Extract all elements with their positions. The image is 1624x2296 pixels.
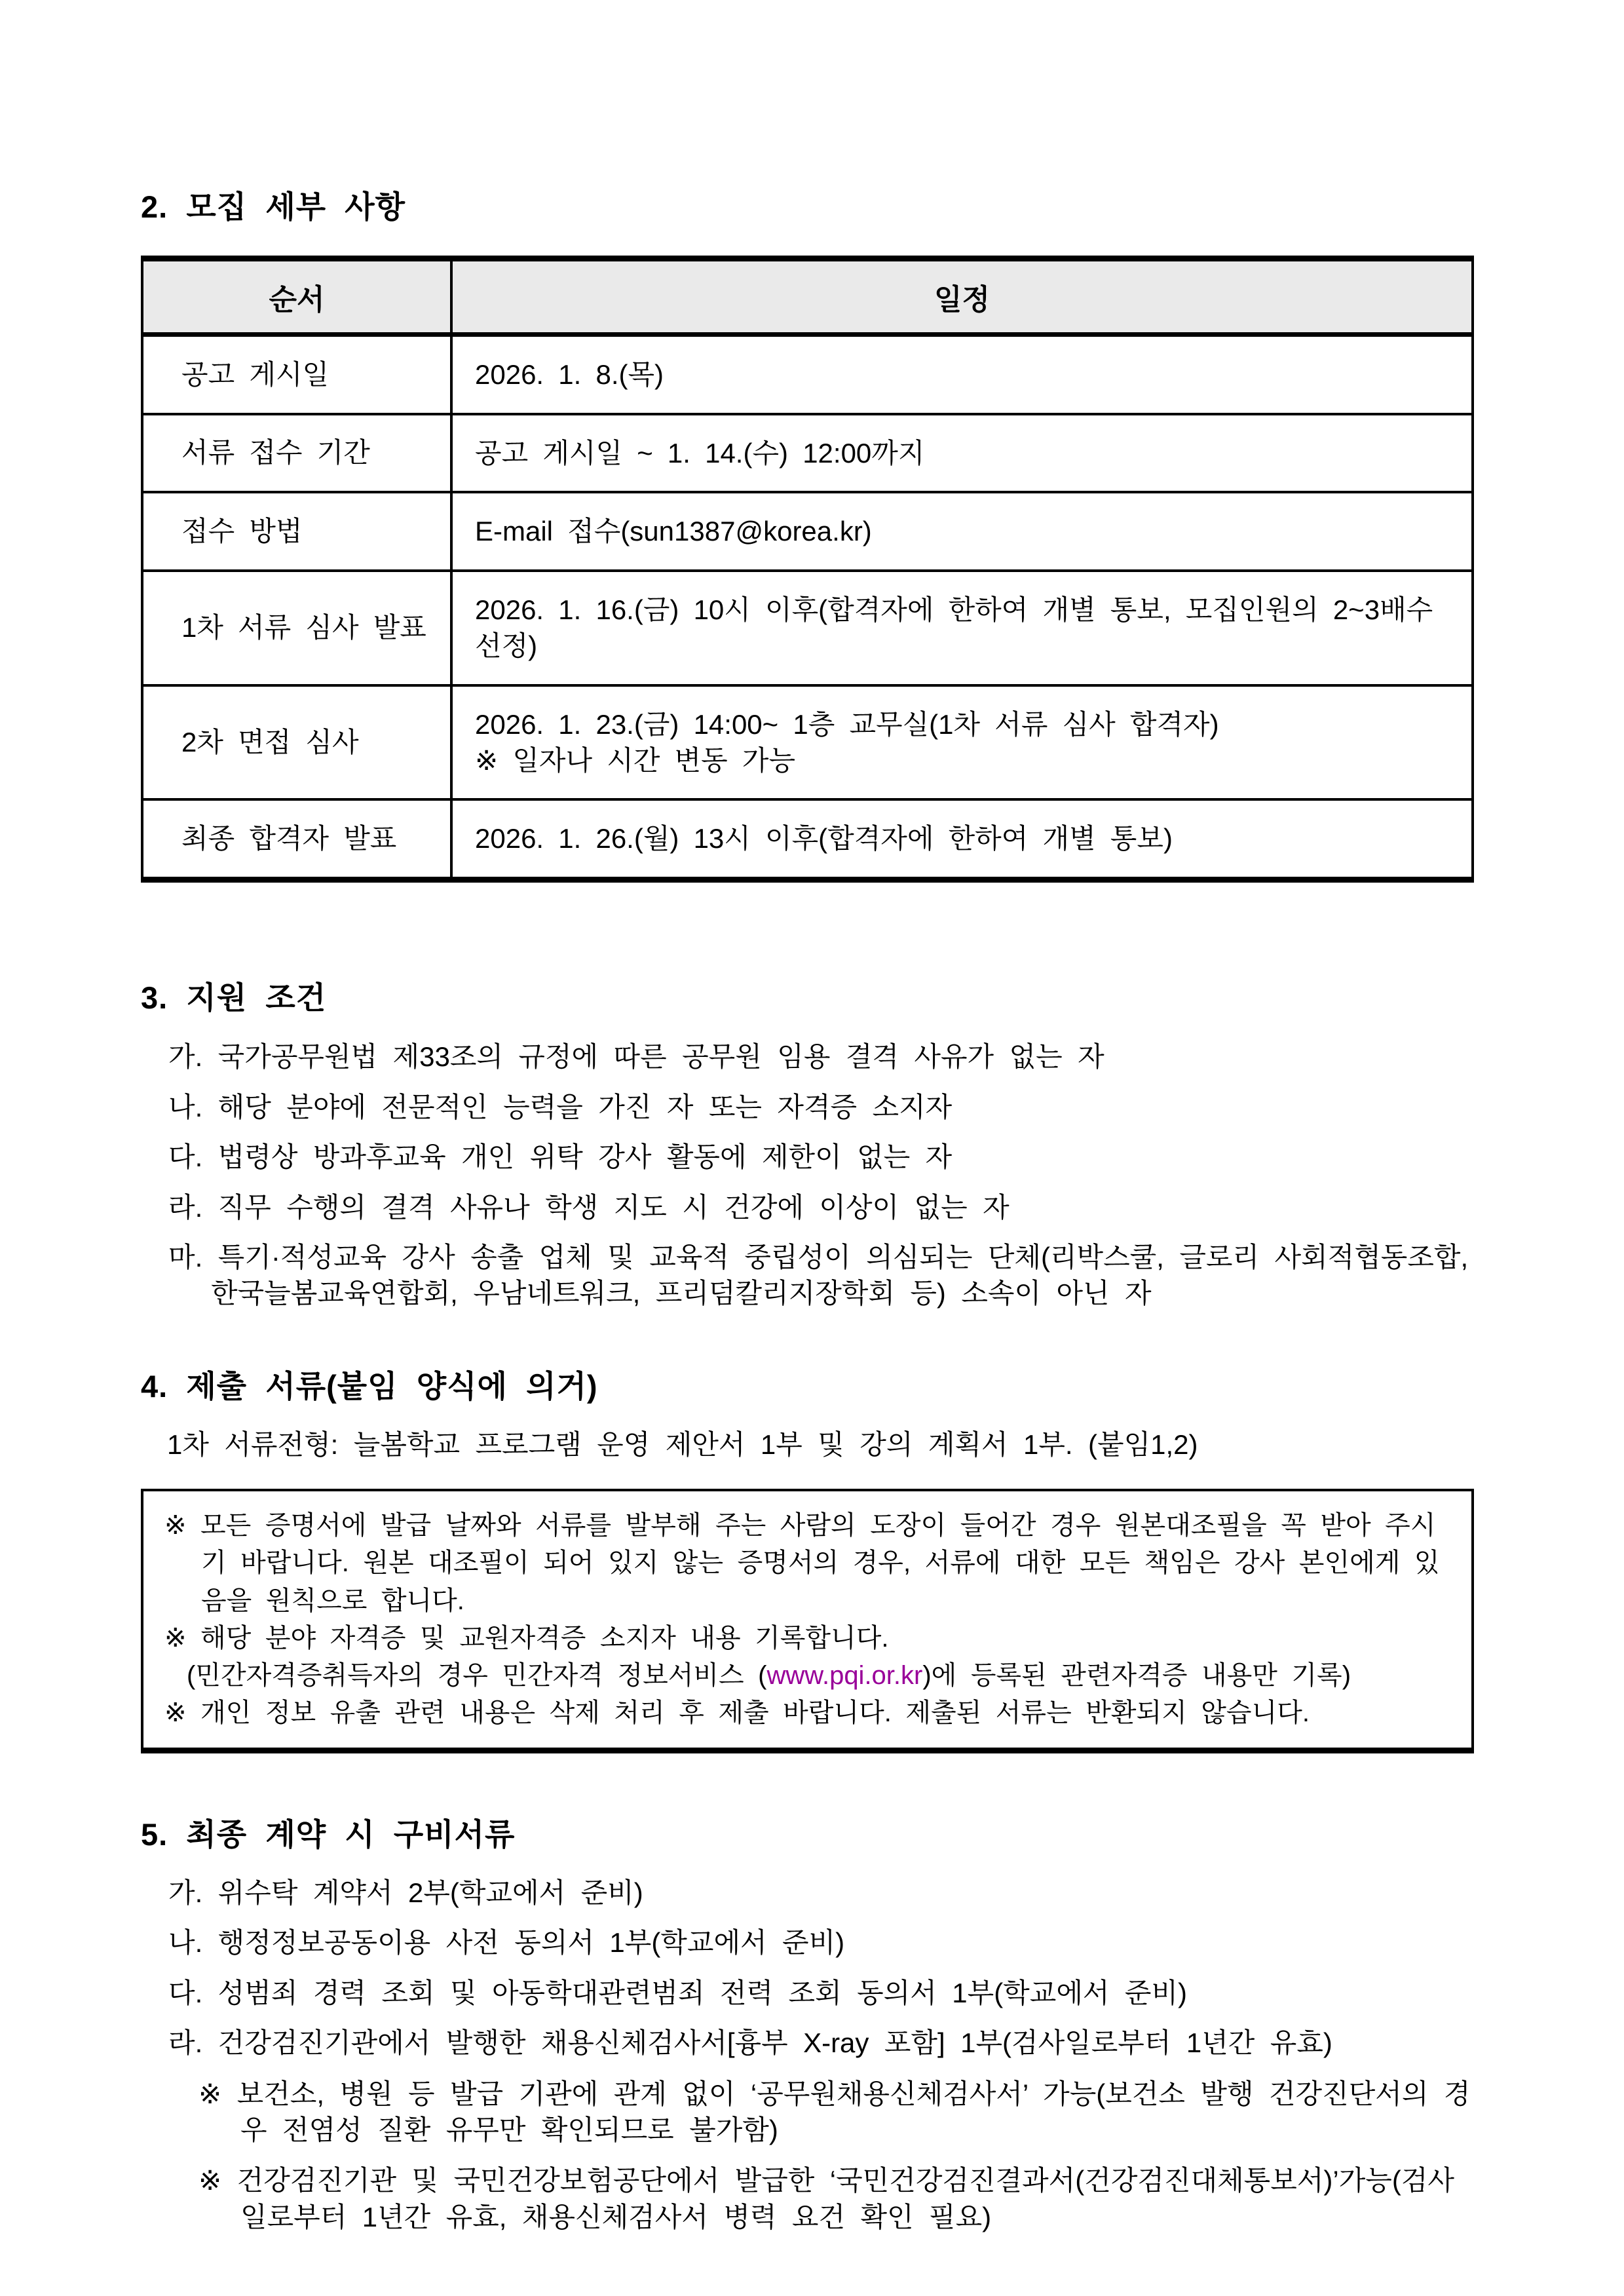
row-label: 1차 서류 심사 발표	[142, 571, 451, 685]
table-row	[142, 685, 1473, 800]
list-item: 다. 성범죄 경력 조회 및 아동학대관련범죄 전력 조회 동의서 1부(학교에서 준비)	[168, 1977, 1188, 2008]
note-box-line: ※ 모든 증명서에 발급 날짜와 서류를 발부해 주는 사람의 도장이 들어간 경우 원본대조필을 꼭 받아 주시기 바랍니다. 원본 대조필이 되어 있지 않는 증명서의 경우, 서류에 대한 모든 책임은 강사 본인에게 있음을 원칙으로 합니다.	[164, 1511, 1440, 1615]
list-sub-note: ※ 건강검진기관 및 국민건강보험공단에서 발급한 ‘국민건강검진결과서(건강검진대체통보서)’가능(검사일로부터 1년간 유효, 채용신체검사서 병력 요건 확인 필요)	[198, 2165, 1454, 2232]
list-item: 다. 법령상 방과후교육 개인 위탁 강사 활동에 제한이 없는 자	[168, 1141, 953, 1173]
section4	[141, 1368, 1474, 1754]
row-label: 공고 게시일	[142, 335, 451, 414]
section5-items	[141, 1875, 1474, 2236]
note-box-line: ※ 개인 정보 유출 관련 내용은 삭제 처리 후 제출 바랍니다. 제출된 서류는 반환되지 않습니다.	[164, 1698, 1310, 1728]
section5	[141, 1816, 1474, 2235]
table-row	[142, 571, 1473, 685]
list-item: 마. 특기·적성교육 강사 송출 업체 및 교육적 중립성이 의심되는 단체(리박스쿨, 글로리 사회적협동조합, 한국늘봄교육연합회, 우남네트워크, 프리덤칼리지장학회 등) 소속이 아닌 자	[168, 1242, 1469, 1309]
section4-title: 4. 제출 서류(붙임 양식에 의거)	[141, 1368, 598, 1404]
document-content	[141, 189, 1474, 2235]
row-label: 최종 합격자 발표	[142, 799, 451, 879]
row-value: 2026. 1. 8.(목)	[451, 335, 1473, 414]
table-header-row	[142, 259, 1473, 335]
row-value-line: 2026. 1. 23.(금) 14:00~ 1층 교무실(1차 서류 심사 합격자)	[475, 708, 1219, 740]
row-value: 2026. 1. 26.(월) 13시 이후(합격자에 한하여 개별 통보)	[451, 799, 1473, 879]
note-box-line	[164, 1657, 1453, 1694]
table-row	[142, 799, 1473, 879]
note-box	[141, 1489, 1474, 1753]
list-item: 라. 직무 수행의 결격 사유나 학생 지도 시 건강에 이상이 없는 자	[168, 1191, 1010, 1223]
schedule-table	[141, 256, 1474, 883]
section4-intro: 1차 서류전형: 늘봄학교 프로그램 운영 제안서 1부 및 강의 계획서 1부. (붙임1,2)	[167, 1429, 1198, 1461]
row-value: 2026. 1. 16.(금) 10시 이후(합격자에 한하여 개별 통보, 모집인원의 2~3배수 선정)	[451, 571, 1473, 685]
row-label: 서류 접수 기간	[142, 414, 451, 492]
section5-title: 5. 최종 계약 시 구비서류	[141, 1817, 516, 1852]
section3-title: 3. 지원 조건	[141, 980, 327, 1015]
section3-items	[141, 1039, 1474, 1312]
list-sub-note: ※ 보건소, 병원 등 발급 기관에 관계 없이 ‘공무원채용신체검사서’ 가능(보건소 발행 건강진단서의 경우 전염성 질환 유무만 확인되므로 불가함)	[198, 2078, 1471, 2145]
column-header-schedule: 일정	[451, 259, 1473, 335]
list-item: 가. 위수탁 계약서 2부(학교에서 준비)	[168, 1877, 643, 1908]
list-item: 나. 행정정보공동이용 사전 동의서 1부(학교에서 준비)	[168, 1927, 845, 1959]
pqi-link[interactable]: www.pqi.or.kr	[766, 1661, 923, 1691]
row-value-note: ※ 일자나 시간 변동 가능	[475, 745, 796, 776]
table-row	[142, 492, 1473, 570]
table-row	[142, 414, 1473, 492]
list-item: 라. 건강검진기관에서 발행한 채용신체검사서[흉부 X-ray 포함] 1부(검사일로부터 1년간 유효)	[168, 2027, 1332, 2059]
table-row	[142, 335, 1473, 414]
section3	[141, 980, 1474, 1312]
row-label: 접수 방법	[142, 492, 451, 570]
list-item: 나. 해당 분야에 전문적인 능력을 가진 자 또는 자격증 소지자	[168, 1091, 953, 1122]
note-box-line-suffix: )에 등록된 관련자격증 내용만 기록)	[922, 1661, 1351, 1691]
row-value: E-mail 접수(sun1387@korea.kr)	[451, 492, 1473, 570]
section2-title: 2. 모집 세부 사항	[141, 189, 406, 224]
list-item: 가. 국가공무원법 제33조의 규정에 따른 공무원 임용 결격 사유가 없는 자	[168, 1041, 1105, 1073]
note-box-line: ※ 해당 분야 자격증 및 교원자격증 소지자 내용 기록합니다.	[164, 1623, 889, 1653]
note-box-line-prefix: (민간자격증취득자의 경우 민간자격 정보서비스 (	[187, 1661, 767, 1691]
row-label: 2차 면접 심사	[142, 685, 451, 800]
column-header-order: 순서	[142, 259, 451, 335]
row-value: 공고 게시일 ~ 1. 14.(수) 12:00까지	[451, 414, 1473, 492]
row-value	[451, 685, 1473, 800]
